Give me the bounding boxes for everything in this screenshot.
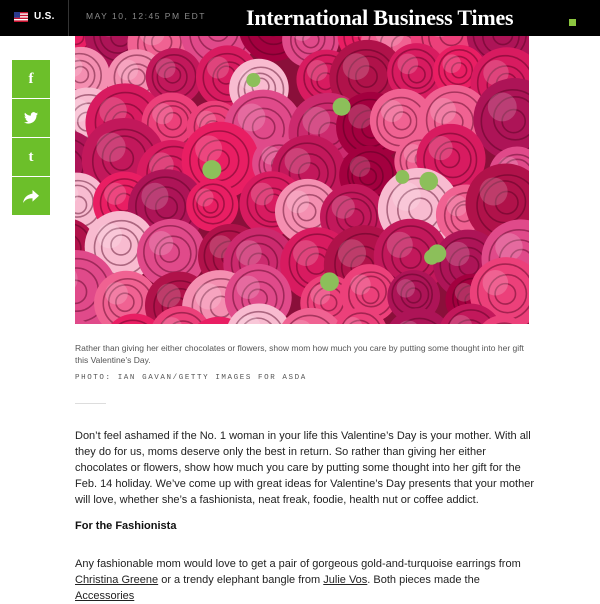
divider [75, 403, 106, 404]
section-subhead: For the Fashionista [75, 520, 176, 532]
us-flag-icon [14, 12, 28, 22]
rose-bud [202, 160, 221, 179]
tumblr-share-button[interactable] [12, 138, 50, 176]
rose-bud [395, 170, 409, 184]
share-arrow-icon [23, 190, 39, 203]
hero-image-roses [75, 36, 529, 324]
rose-bud [419, 172, 438, 191]
christina-greene-link[interactable]: Christina Greene [75, 574, 158, 586]
image-caption: Rather than giving her either chocolates or flowers, show mom how much you care by putting some thought into her gift this Valentine’s Day. [75, 342, 535, 366]
facebook-share-button[interactable] [12, 60, 50, 98]
rose [186, 179, 238, 231]
roses-illustration [75, 36, 529, 324]
paragraph-2-text-2: or a trendy elephant bangle from [158, 574, 323, 586]
more-share-button[interactable] [12, 177, 50, 215]
rose-bud [333, 98, 351, 116]
top-bar [0, 0, 600, 36]
article-paragraph-1: Don’t feel ashamed if the No. 1 woman in your life this Valentine’s Day is your mother. With all they do for us, moms deserve only the best in return. So rather than giving her either chocolates or flowers, show how much you care by putting some thought into her gift for the Feb. 14 holiday. We’ve come up with great ideas for Valentine’s Day presents that your mother will love, whether she’s a fashionista, neat freak, foodie, health nut or coffee addict. [75, 428, 535, 508]
tumblr-icon: t [29, 149, 34, 166]
paragraph-2-text-3: . Both pieces made the [367, 574, 480, 586]
rose-bud [428, 244, 446, 262]
dateline: MAY 10, 12:45 PM EDT [86, 11, 206, 21]
paragraph-2-text-1: Any fashionable mom would love to get a pair of gorgeous gold-and-turquoise earrings from [75, 558, 521, 570]
accessories-link[interactable]: Accessories [75, 590, 134, 602]
logo-dot [569, 19, 576, 26]
edition-selector[interactable] [0, 0, 69, 36]
edition-label: U.S. [34, 11, 55, 22]
article-paragraph-2 [75, 556, 535, 604]
julie-vos-link[interactable]: Julie Vos [323, 574, 367, 586]
twitter-share-button[interactable] [12, 99, 50, 137]
site-logo[interactable]: International Business Times [246, 5, 513, 31]
facebook-icon: f [29, 71, 34, 88]
rose-bud [320, 272, 339, 291]
rose-bud [246, 73, 260, 87]
photo-credit: PHOTO: IAN GAVAN/GETTY IMAGES FOR ASDA [75, 374, 307, 382]
twitter-icon [24, 112, 38, 124]
